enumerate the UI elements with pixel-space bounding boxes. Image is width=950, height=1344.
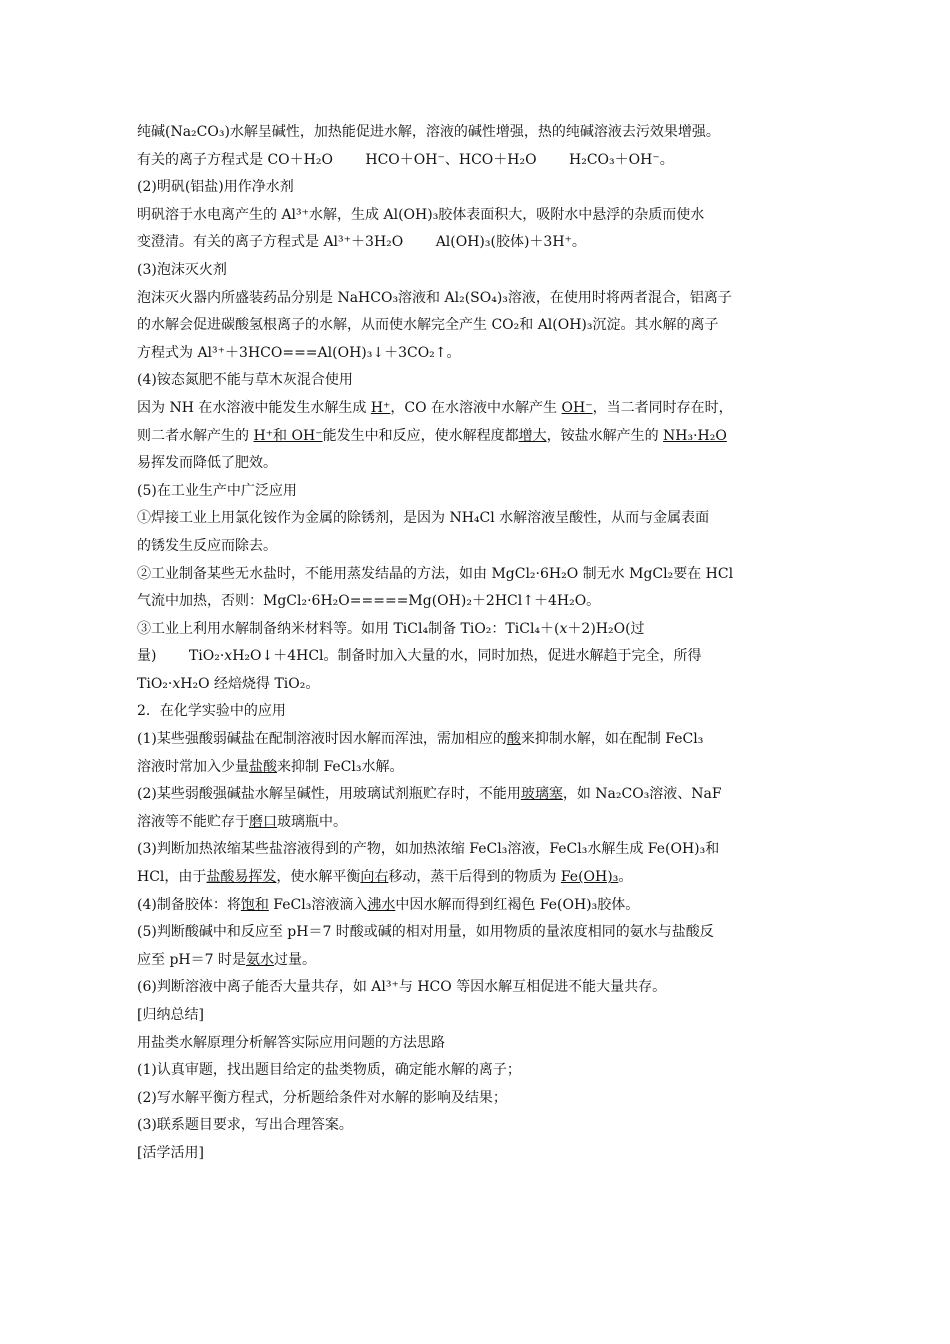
text-line xyxy=(137,1112,827,1140)
text-run: 应至 pH＝7 时是 xyxy=(137,951,246,968)
text-run: (4)制备胶体：将 xyxy=(137,896,241,913)
text-run: 移动，蒸干后得到的物质为 xyxy=(388,869,561,886)
text-line xyxy=(137,423,827,451)
text-line xyxy=(137,1085,827,1113)
text-run: ③工业上利用水解制备纳米材料等。如用 TiCl₄制备 TiO₂：TiCl₄＋( xyxy=(137,620,560,637)
text-line xyxy=(137,809,827,837)
underlined-answer: 玻璃塞 xyxy=(520,786,563,803)
text-run: H₂O↓＋4HCl。制备时加入大量的水，同时加热，促进水解趋于完全，所得 xyxy=(232,648,702,665)
italic-variable: x xyxy=(224,648,233,665)
text-line xyxy=(137,505,827,533)
text-run: H₂O 经焙烧得 TiO₂。 xyxy=(180,675,320,692)
text-line xyxy=(137,754,827,782)
text-run: 来抑制水解，如在配制 FeCl₃ xyxy=(520,731,704,748)
text-run: (3)判断加热浓缩某些盐溶液得到的产物，如加热浓缩 FeCl₃溶液，FeCl₃水解生成 Fe(OH)₃和 xyxy=(137,841,720,858)
underlined-answer: 饱和 xyxy=(240,896,269,913)
text-run: (4)铵态氮肥不能与草木灰混合使用 xyxy=(137,372,353,389)
text-run: 明矾溶于水电离产生的 Al³⁺水解，生成 Al(OH)₃胶体表面积大，吸附水中悬浮的杂质而使水 xyxy=(137,206,705,223)
text-line xyxy=(137,947,827,975)
text-line xyxy=(137,561,827,589)
text-run: 的水解会促进碳酸氢根离子的水解，从而使水解完全产生 CO₂和 Al(OH)₃沉淀。其水解的离子 xyxy=(137,317,719,334)
underlined-answer: 沸水 xyxy=(367,896,396,913)
text-run: 量) TiO₂· xyxy=(137,648,225,665)
text-line xyxy=(137,1140,827,1168)
text-line xyxy=(137,450,827,478)
text-line xyxy=(137,671,827,699)
text-run: ，铵盐水解产生的 xyxy=(546,427,664,444)
text-line xyxy=(137,643,827,671)
text-line xyxy=(137,312,827,340)
text-run: 玻璃瓶中。 xyxy=(277,813,347,830)
text-run: 泡沫灭火器内所盛装药品分别是 NaHCO₃溶液和 Al₂(SO₄)₃溶液，在使用时将两者混合，铝离子 xyxy=(137,289,732,306)
text-run: (3)泡沫灭火剂 xyxy=(137,261,227,278)
text-line xyxy=(137,974,827,1002)
text-run: 易挥发而降低了肥效。 xyxy=(137,455,277,472)
text-run: 溶液时常加入少量 xyxy=(137,758,249,775)
text-run: [活学活用] xyxy=(137,1144,204,1161)
text-run: (1)认真审题，找出题目给定的盐类物质，确定能水解的离子； xyxy=(137,1062,521,1079)
underlined-answer: 氨水 xyxy=(245,951,274,968)
text-line xyxy=(137,340,827,368)
text-run: ，如 Na₂CO₃溶液、NaF xyxy=(562,786,722,803)
italic-variable: x xyxy=(172,675,181,692)
text-run: FeCl₃溶液滴入 xyxy=(268,896,368,913)
text-line xyxy=(137,478,827,506)
text-line xyxy=(137,864,827,892)
text-run: 过量。 xyxy=(273,951,316,968)
text-line xyxy=(137,1057,827,1085)
text-line xyxy=(137,781,827,809)
text-line xyxy=(137,1030,827,1058)
underlined-answer: Fe(OH)₃ xyxy=(560,869,619,886)
text-run: 来抑制 FeCl₃水解。 xyxy=(277,758,404,775)
underlined-answer: 向右 xyxy=(360,869,389,886)
underlined-answer: OH⁻ xyxy=(561,399,593,416)
text-run: (5)判断酸碱中和反应至 pH＝7 时酸或碱的相对用量，如用物质的量浓度相同的氨水与盐酸反 xyxy=(137,924,714,941)
text-line xyxy=(137,919,827,947)
text-run: 气流中加热，否则：MgCl₂·6H₂O=====Mg(OH)₂＋2HCl↑＋4H₂O。 xyxy=(137,593,601,610)
document-body xyxy=(137,119,827,1168)
text-run: (5)在工业生产中广泛应用 xyxy=(137,482,297,499)
text-line xyxy=(137,257,827,285)
text-run: 2．在化学实验中的应用 xyxy=(137,703,286,720)
text-line xyxy=(137,698,827,726)
underlined-answer: 酸 xyxy=(506,731,521,748)
text-run: TiO₂· xyxy=(137,675,173,692)
text-line xyxy=(137,202,827,230)
text-line xyxy=(137,616,827,644)
underlined-answer: 增大 xyxy=(518,427,547,444)
text-line xyxy=(137,367,827,395)
text-run: 用盐类水解原理分析解答实际应用问题的方法思路 xyxy=(137,1034,445,1051)
underlined-answer: 盐酸 xyxy=(249,758,277,775)
text-run: 变澄清。有关的离子方程式是 Al³⁺＋3H₂O Al(OH)₃(胶体)＋3H⁺。 xyxy=(137,234,586,251)
underlined-answer: H⁺和 OH⁻ xyxy=(253,427,323,444)
underlined-answer: NH₃·H₂O xyxy=(663,427,727,444)
text-run: ，使水解平衡 xyxy=(276,869,361,886)
text-line xyxy=(137,119,827,147)
text-line xyxy=(137,285,827,313)
text-line xyxy=(137,229,827,257)
text-run: 有关的离子方程式是 CO＋H₂O HCO＋OH⁻、HCO＋H₂O H₂CO₃＋OH⁻。 xyxy=(137,151,674,168)
text-run: HCl，由于 xyxy=(137,869,207,886)
underlined-answer: 盐酸易挥发 xyxy=(206,869,277,886)
text-run: ①焊接工业上用氯化铵作为金属的除锈剂，是因为 NH₄Cl 水解溶液呈酸性，从而与金属表面 xyxy=(137,510,710,527)
text-run: ，当二者同时存在时， xyxy=(592,399,733,416)
text-run: 。 xyxy=(618,869,633,886)
text-line xyxy=(137,147,827,175)
text-run: 则二者水解产生的 xyxy=(137,427,254,444)
text-line xyxy=(137,395,827,423)
text-run: 因为 NH 在水溶液中能发生水解生成 xyxy=(137,399,371,416)
text-run: ＋2)H₂O(过 xyxy=(567,620,645,637)
underlined-answer: H⁺ xyxy=(370,399,391,416)
text-run: (1)某些强酸弱碱盐在配制溶液时因水解而浑浊，需加相应的 xyxy=(137,731,507,748)
text-run: (6)判断溶液中离子能否大量共存，如 Al³⁺与 HCO 等因水解互相促进不能大量共存。 xyxy=(137,979,667,996)
text-line xyxy=(137,726,827,754)
text-run: 纯碱(Na₂CO₃)水解呈碱性，加热能促进水解，溶液的碱性增强，热的纯碱溶液去污效果增强。 xyxy=(137,124,720,140)
text-line xyxy=(137,533,827,561)
text-line xyxy=(137,588,827,616)
text-run: (2)某些弱酸强碱盐水解呈碱性，用玻璃试剂瓶贮存时，不能用 xyxy=(137,786,521,803)
underlined-answer: 磨口 xyxy=(249,813,277,830)
text-run: (3)联系题目要求，写出合理答案。 xyxy=(137,1117,353,1134)
text-run: ②工业制备某些无水盐时，不能用蒸发结晶的方法，如由 MgCl₂·6H₂O 制无水 MgCl₂要在 HCl xyxy=(137,565,734,582)
text-line xyxy=(137,1002,827,1030)
text-run: 溶液等不能贮存于 xyxy=(137,813,249,830)
text-run: 中因水解而得到红褐色 Fe(OH)₃胶体。 xyxy=(395,896,640,913)
text-run: ，CO 在水溶液中水解产生 xyxy=(390,399,562,416)
text-line xyxy=(137,836,827,864)
text-line xyxy=(137,892,827,920)
text-run: 的锈发生反应而除去。 xyxy=(137,537,277,554)
text-run: (2)写水解平衡方程式，分析题给条件对水解的影响及结果； xyxy=(137,1089,507,1106)
text-run: 能发生中和反应，使水解程度都 xyxy=(322,427,519,444)
italic-variable: x xyxy=(559,620,568,637)
text-run: [归纳总结] xyxy=(137,1007,204,1023)
text-run: 方程式为 Al³⁺＋3HCO===Al(OH)₃↓＋3CO₂↑。 xyxy=(137,344,461,361)
text-run: (2)明矾(铝盐)用作净水剂 xyxy=(137,179,294,196)
text-line xyxy=(137,174,827,202)
